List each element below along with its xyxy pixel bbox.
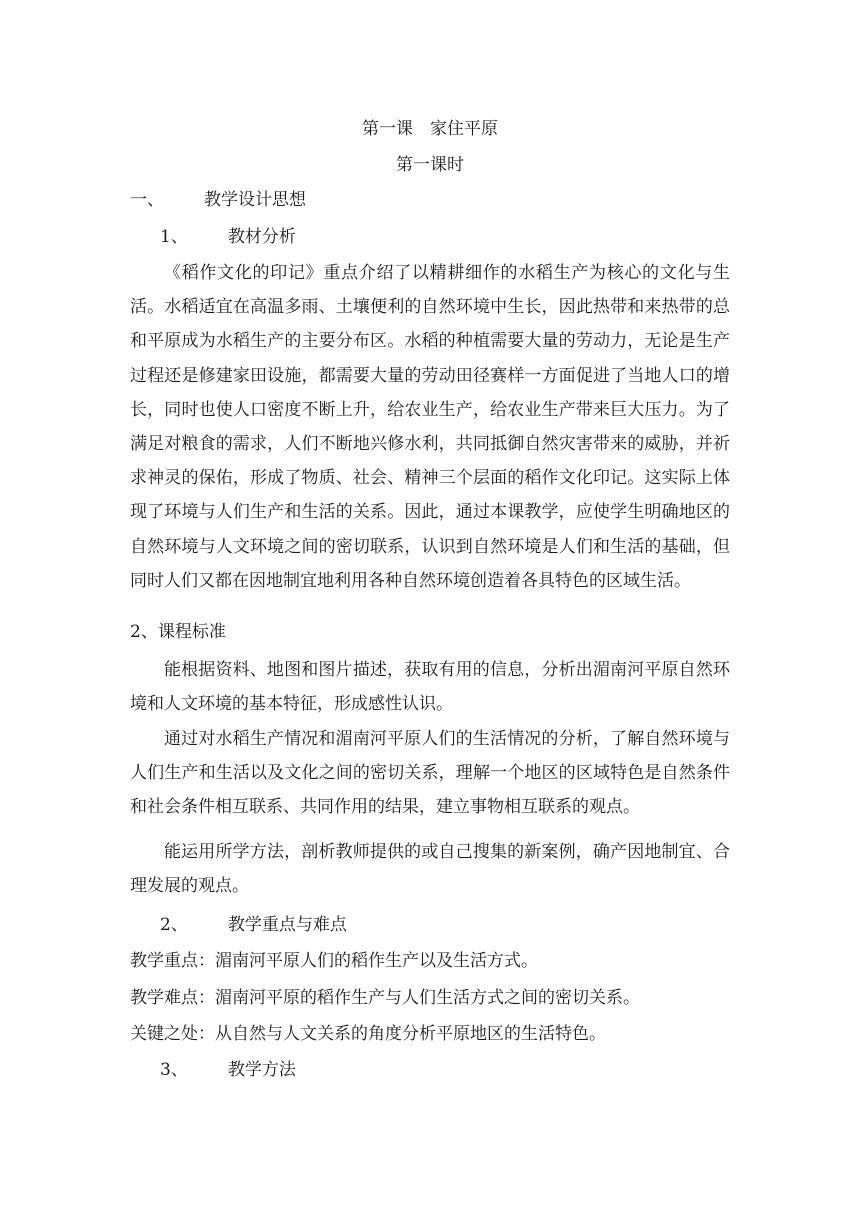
subsection-heading-material <box>160 226 296 248</box>
difficult-point-line: 教学难点：湄南河平原的稻作生产与人们生活方式之间的密切关系。 <box>130 988 640 1008</box>
paragraph-standard-2: 通过对水稻生产情况和湄南河平原人们的生活情况的分析，了解自然环境与人们生产和生活以及文化之间的密切关系，理解一个地区的区域特色是自然条件和社会条件相互联系、共同作用的结果，建立事物相互联系的观点。 <box>130 729 730 818</box>
section-heading-1 <box>130 189 306 211</box>
subsection-number: 1、 <box>160 227 188 247</box>
subsection-title: 教材分析 <box>227 227 296 247</box>
key-point-line: 教学重点：湄南河平原人们的稻作生产以及生活方式。 <box>130 951 538 971</box>
document-title: 第一课 家住平原 <box>362 119 498 139</box>
subsection-number: 2、 <box>160 915 188 935</box>
subsection-number: 3、 <box>160 1060 188 1080</box>
paragraph-standard-1: 能根据资料、地图和图片描述，获取有用的信息，分析出湄南河平原自然环境和人文环境的基本特征，形成感性认识。 <box>130 660 730 715</box>
paragraph-material-analysis: 《稻作文化的印记》重点介绍了以精耕细作的水稻生产为核心的文化与生活。水稻适宜在高温多雨、土壤便利的自然环境中生长，因此热带和来热带的总和平原成为水稻生产的主要分布区。水稻的种植需要大量的劳动力，无论是生产过程还是修建家田设施，都需要大量的劳动田径赛样一方面促进了当地人口的增长，同时也使人口密度不断上升，给农业生产，给农业生产带来巨大压力。为了满足对粮食的需求，人们不断地兴修水利，共同抵御自然灾害带来的威胁，并祈求神灵的保佑，形成了物质、社会、精神三个层面的稻作文化印记。这实际上体现了环境与人们生产和生活的关系。因此，通过本课教学，应使学生明确地区的自然环境与人文环境之间的密切联系，认识到自然环境是人们和生活的基础，但同时人们又都在因地制宜地利用各种自然环境创造着各具特色的区域生活。 <box>130 263 730 591</box>
subsection-title: 教学重点与难点 <box>227 915 347 935</box>
paragraph-standard-3: 能运用所学方法，剖析教师提供的或自己搜集的新案例，确产因地制宜、合理发展的观点。 <box>130 842 730 897</box>
subsection-heading-keypoints <box>160 914 347 936</box>
section-title: 教学设计思想 <box>204 190 306 210</box>
subsection-title: 教学方法 <box>227 1060 296 1080</box>
section-number: 一、 <box>130 190 164 210</box>
subsection-heading-methods <box>160 1059 296 1081</box>
document-subtitle: 第一课时 <box>396 155 464 175</box>
subsection-heading-standard: 2、课程标准 <box>130 622 226 642</box>
crux-line: 关键之处：从自然与人文关系的角度分析平原地区的生活特色。 <box>130 1024 606 1044</box>
